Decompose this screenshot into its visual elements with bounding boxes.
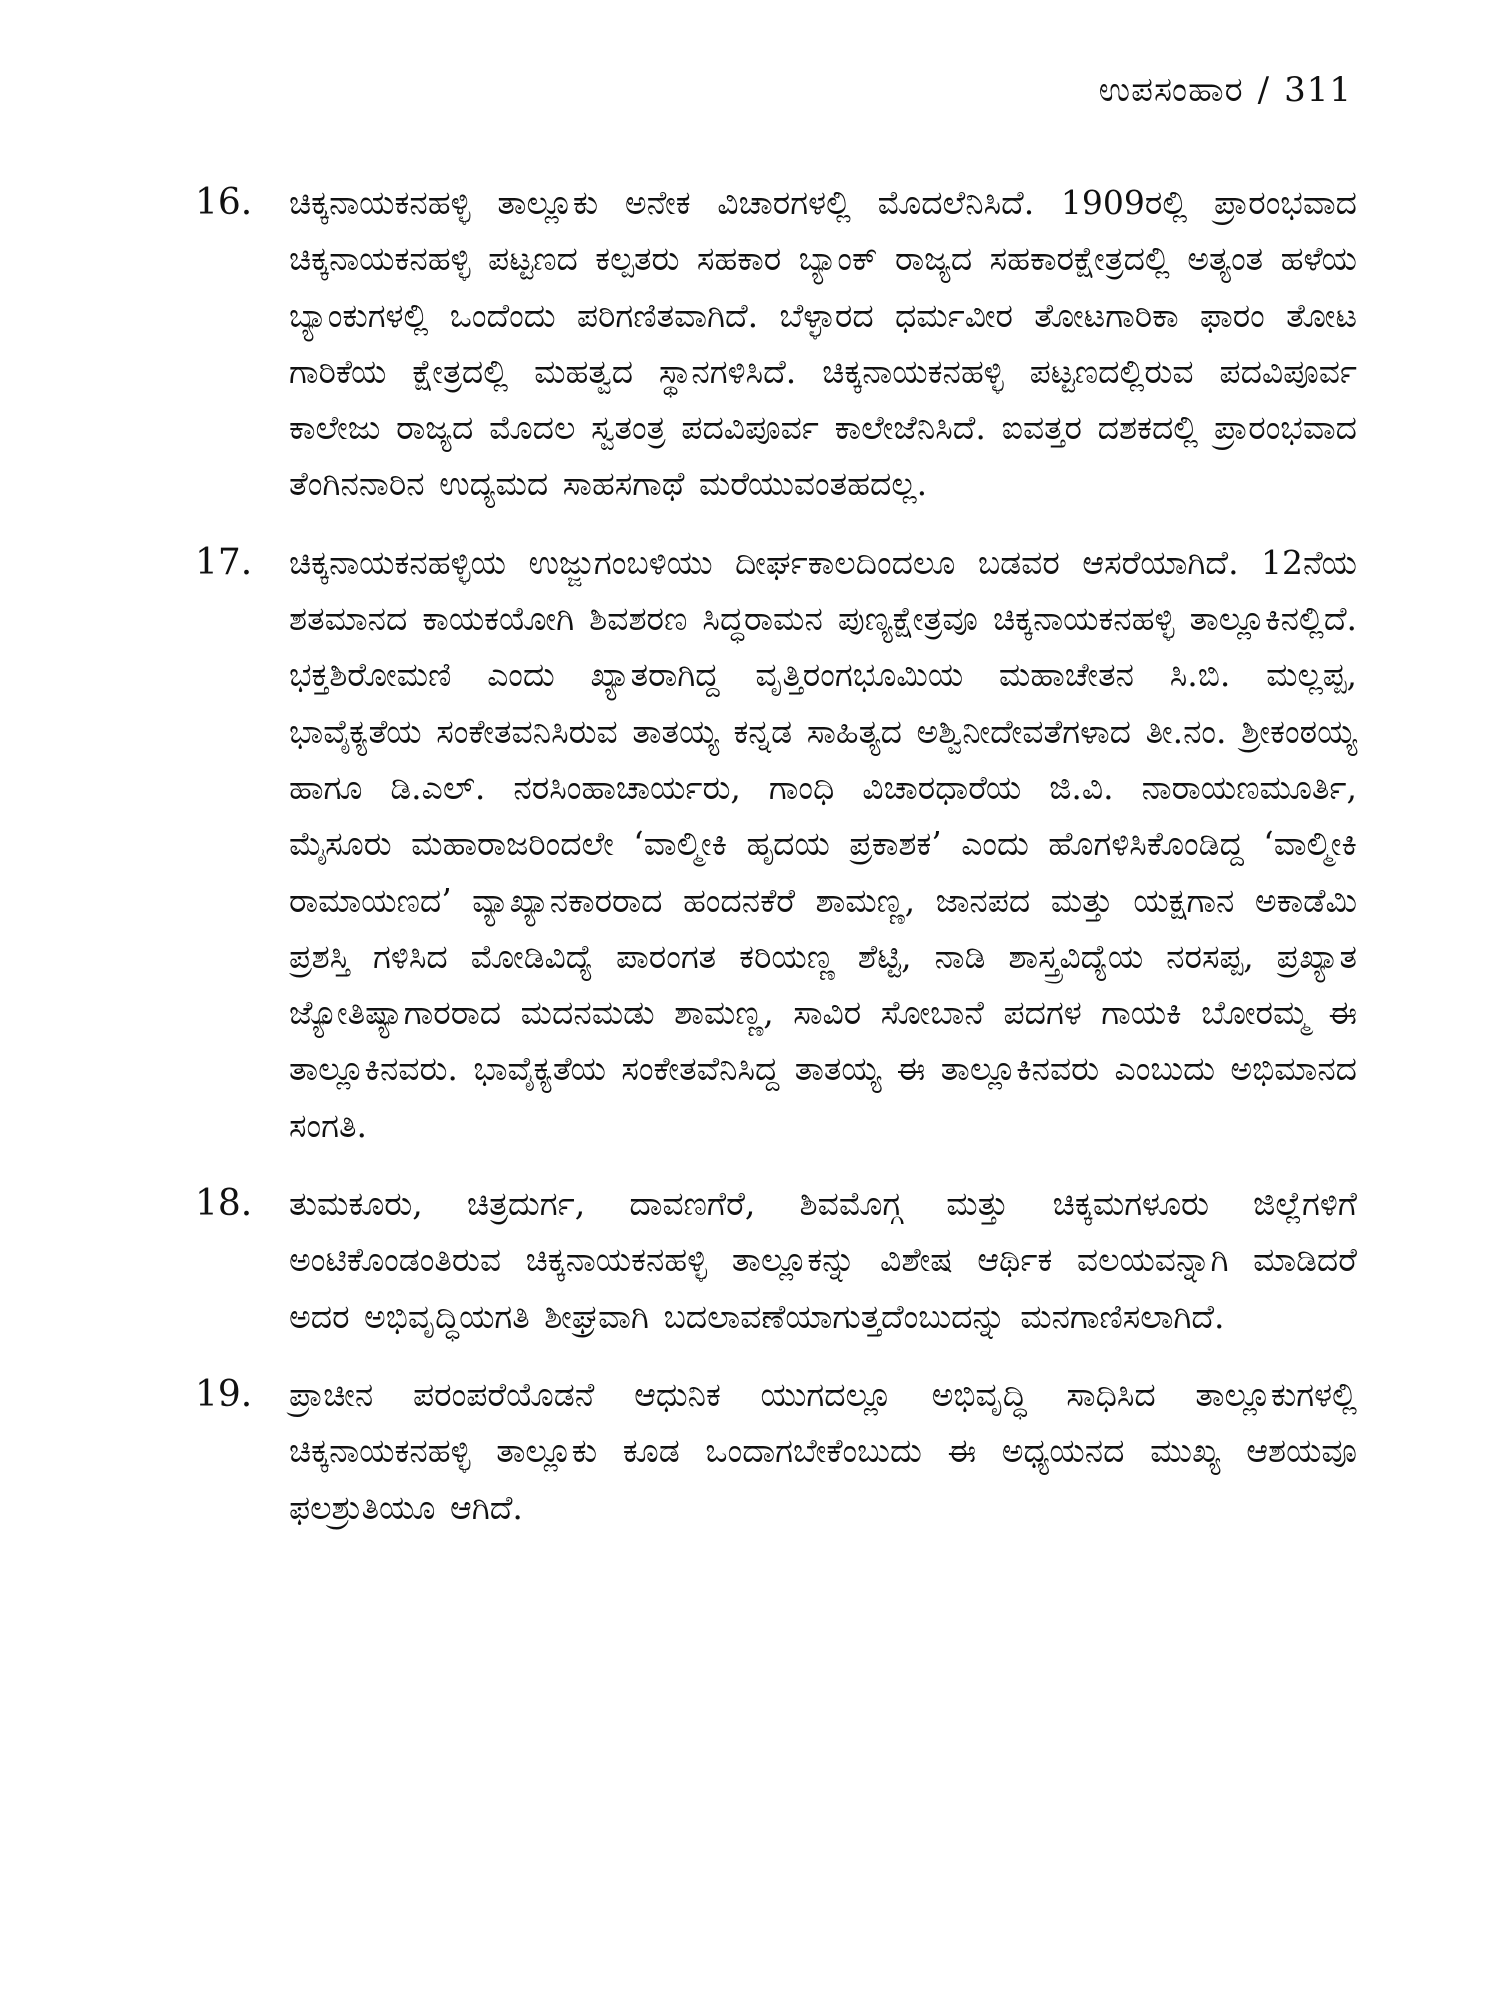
running-head: [1099, 70, 1352, 110]
item-paragraph: ಪ್ರಾಚೀನ ಪರಂಪರೆಯೊಡನೆ ಆಧುನಿಕ ಯುಗದಲ್ಲೂ ಅಭಿವೃದ್ಧಿ ಸಾಧಿಸಿದ ತಾಲ್ಲೂಕುಗಳಲ್ಲಿ ಚಿಕ್ಕನಾಯಕನಹಳ್ಳಿ ತಾಲ್ಲೂಕು ಕೂಡ ಒಂದಾಗಬೇಕೆಂಬುದು ಈ ಅಧ್ಯಯನದ ಮುಖ್ಯ ಆಶಯವೂ ಫಲಶ್ರುತಿಯೂ ಆಗಿದೆ.: [289, 1374, 1357, 1527]
list-item-19: [195, 1367, 1357, 1536]
item-number: 16.: [195, 182, 253, 223]
item-number: 17.: [195, 541, 253, 583]
list-item-17: [195, 535, 1357, 1154]
header-separator: /: [1257, 70, 1271, 110]
list-item-16: [195, 175, 1357, 513]
item-number: 19.: [195, 1373, 253, 1415]
numbered-list: [195, 175, 1357, 1558]
chapter-title: ಉಪಸಂಹಾರ: [1098, 70, 1244, 110]
item-paragraph: ಚಿಕ್ಕನಾಯಕನಹಳ್ಳಿ ತಾಲ್ಲೂಕು ಅನೇಕ ವಿಚಾರಗಳಲ್ಲಿ ಮೊದಲೆನಿಸಿದೆ. 1909ರಲ್ಲಿ ಪ್ರಾರಂಭವಾದ ಚಿಕ್ಕನಾಯಕನಹಳ್ಳಿ ಪಟ್ಟಣದ ಕಲ್ಪತರು ಸಹಕಾರ ಬ್ಯಾಂಕ್ ರಾಜ್ಯದ ಸಹಕಾರಕ್ಷೇತ್ರದಲ್ಲಿ ಅತ್ಯಂತ ಹಳೆಯ ಬ್ಯಾಂಕುಗಳಲ್ಲಿ ಒಂದೆಂದು ಪರಿಗಣಿತವಾಗಿದೆ. ಬೆಳ್ಳಾರದ ಧರ್ಮವೀರ ತೋಟಗಾರಿಕಾ ಫಾರಂ ತೋಟ ಗಾರಿಕೆಯ ಕ್ಷೇತ್ರದಲ್ಲಿ ಮಹತ್ವದ ಸ್ಥಾನಗಳಿಸಿದೆ. ಚಿಕ್ಕನಾಯಕನಹಳ್ಳಿ ಪಟ್ಟಣದಲ್ಲಿರುವ ಪದವಿಪೂರ್ವ ಕಾಲೇಜು ರಾಜ್ಯದ ಮೊದಲ ಸ್ವತಂತ್ರ ಪದವಿಪೂರ್ವ ಕಾಲೇಜೆನಿಸಿದೆ. ಐವತ್ತರ ದಶಕದಲ್ಲಿ ಪ್ರಾರಂಭವಾದ ತೆಂಗಿನನಾರಿನ ಉದ್ಯಮದ ಸಾಹಸಗಾಥೆ ಮರೆಯುವಂತಹದಲ್ಲ.: [289, 183, 1357, 504]
page-number: 311: [1284, 70, 1352, 110]
list-item-18: [195, 1176, 1357, 1345]
item-paragraph: ಚಿಕ್ಕನಾಯಕನಹಳ್ಳಿಯ ಉಜ್ಜುಗಂಬಳಿಯು ದೀರ್ಘಕಾಲದಿಂದಲೂ ಬಡವರ ಆಸರೆಯಾಗಿದೆ. 12ನೆಯ ಶತಮಾನದ ಕಾಯಕಯೋಗಿ ಶಿವಶರಣ ಸಿದ್ಧರಾಮನ ಪುಣ್ಯಕ್ಷೇತ್ರವೂ ಚಿಕ್ಕನಾಯಕನಹಳ್ಳಿ ತಾಲ್ಲೂಕಿನಲ್ಲಿದೆ. ಭಕ್ತಶಿರೋಮಣಿ ಎಂದು ಖ್ಯಾತರಾಗಿದ್ದ ವೃತ್ತಿರಂಗಭೂಮಿಯ ಮಹಾಚೇತನ ಸಿ.ಬಿ. ಮಲ್ಲಪ್ಪ, ಭಾವೈಕ್ಯತೆಯ ಸಂಕೇತವನಿಸಿರುವ ತಾತಯ್ಯ ಕನ್ನಡ ಸಾಹಿತ್ಯದ ಅಶ್ವಿನೀದೇವತೆಗಳಾದ ತೀ.ನಂ. ಶ್ರೀಕಂಠಯ್ಯ ಹಾಗೂ ಡಿ.ಎಲ್. ನರಸಿಂಹಾಚಾರ್ಯರು, ಗಾಂಧಿ ವಿಚಾರಧಾರೆಯ ಜಿ.ವಿ. ನಾರಾಯಣಮೂರ್ತಿ, ಮೈಸೂರು ಮಹಾರಾಜರಿಂದಲೇ ‘ವಾಲ್ಮೀಕಿ ಹೃದಯ ಪ್ರಕಾಶಕ’ ಎಂದು ಹೊಗಳಿಸಿಕೊಂಡಿದ್ದ ‘ವಾಲ್ಮೀಕಿ ರಾಮಾಯಣದ’ ವ್ಯಾಖ್ಯಾನಕಾರರಾದ ಹಂದನಕೆರೆ ಶಾಮಣ್ಣ, ಜಾನಪದ ಮತ್ತು ಯಕ್ಷಗಾನ ಅಕಾಡೆಮಿ ಪ್ರಶಸ್ತಿ ಗಳಿಸಿದ ಮೋಡಿವಿದ್ಯೆ ಪಾರಂಗತ ಕರಿಯಣ್ಣ ಶೆಟ್ಟಿ, ನಾಡಿ ಶಾಸ್ತ್ರವಿದ್ಯೆಯ ನರಸಪ್ಪ, ಪ್ರಖ್ಯಾತ ಜ್ಯೋತಿಷ್ಯಾಗಾರರಾದ ಮದನಮಡು ಶಾಮಣ್ಣ, ಸಾವಿರ ಸೋಬಾನೆ ಪದಗಳ ಗಾಯಕಿ ಬೋರಮ್ಮ ಈ ತಾಲ್ಲೂಕಿನವರು. ಭಾವೈಕ್ಯತೆಯ ಸಂಕೇತವೆನಿಸಿದ್ದ ತಾತಯ್ಯ ಈ ತಾಲ್ಲೂಕಿನವರು ಎಂಬುದು ಅಭಿಮಾನದ ಸಂಗತಿ.: [289, 542, 1357, 1145]
item-paragraph: ತುಮಕೂರು, ಚಿತ್ರದುರ್ಗ, ದಾವಣಗೆರೆ, ಶಿವಮೊಗ್ಗ ಮತ್ತು ಚಿಕ್ಕಮಗಳೂರು ಜಿಲ್ಲೆಗಳಿಗೆ ಅಂಟಿಕೊಂಡಂತಿರುವ ಚಿಕ್ಕನಾಯಕನಹಳ್ಳಿ ತಾಲ್ಲೂಕನ್ನು ವಿಶೇಷ ಆರ್ಥಿಕ ವಲಯವನ್ನಾಗಿ ಮಾಡಿದರೆ ಅದರ ಅಭಿವೃದ್ಧಿಯಗತಿ ಶೀಘ್ರವಾಗಿ ಬದಲಾವಣೆಯಾಗುತ್ತದೆಂಬುದನ್ನು ಮನಗಾಣಿಸಲಾಗಿದೆ.: [289, 1184, 1357, 1336]
item-number: 18.: [195, 1183, 253, 1225]
